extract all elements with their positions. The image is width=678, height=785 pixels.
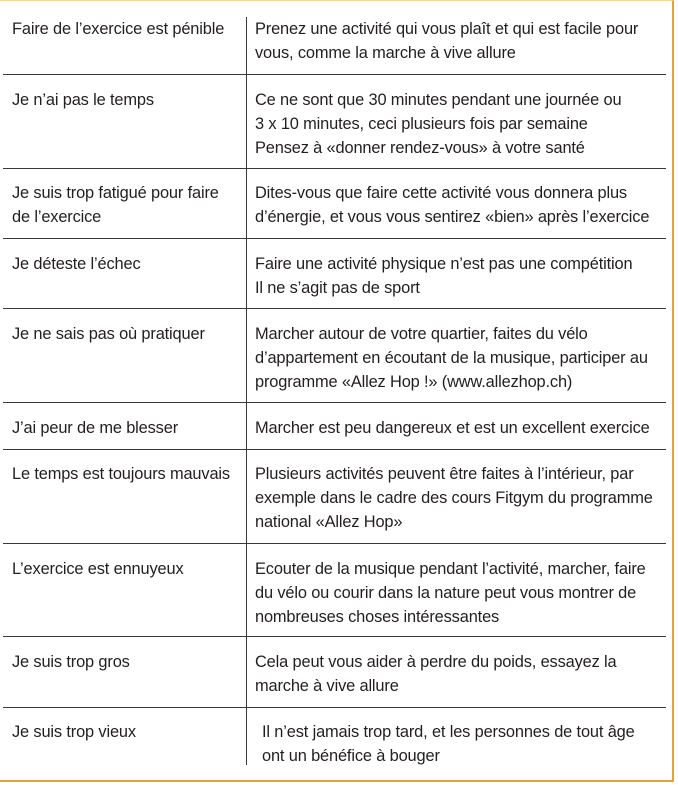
row-divider <box>3 402 666 403</box>
column-divider <box>246 17 247 765</box>
row-divider <box>3 168 666 169</box>
row-divider <box>3 707 666 708</box>
row-divider <box>3 308 666 309</box>
row-divider <box>3 636 666 637</box>
barrier-cell: Je ne sais pas où pratiquer <box>12 325 205 343</box>
response-cell: Plusieurs activités peuvent être faites à l’intérieur, par exemple dans le cadre des cours Fitgym du programme national «Allez Hop» <box>255 465 653 531</box>
barrier-cell: Je n’ai pas le temps <box>12 91 154 109</box>
barrier-cell: Je suis trop vieux <box>12 723 136 741</box>
response-cell: Marcher est peu dangereux et est un excellent exercice <box>255 419 650 437</box>
barrier-cell: Faire de l’exercice est pénible <box>12 20 225 38</box>
row-divider <box>3 449 666 450</box>
response-cell: Ce ne sont que 30 minutes pendant une journée ou 3 x 10 minutes, ceci plusieurs fois par semaine Pensez à «donner rendez-vous» à votre santé <box>255 91 622 157</box>
barrier-cell: J’ai peur de me blesser <box>12 419 179 437</box>
barrier-cell: Je déteste l’échec <box>12 255 141 273</box>
barrier-cell: Je suis trop fatigué pour faire de l’exercice <box>12 184 219 226</box>
barrier-cell: Le temps est toujours mauvais <box>12 465 230 483</box>
response-cell: Marcher autour de votre quartier, faites du vélo d’appartement en écoutant de la musique, participer au programme «Allez Hop !» (www.allezhop.ch) <box>255 325 648 391</box>
response-cell: Ecouter de la musique pendant l’activité, marcher, faire du vélo ou courir dans la nature peut vous montrer de nombreuses choses intéressantes <box>255 560 646 626</box>
response-cell: Dites-vous que faire cette activité vous donnera plus d’énergie, et vous vous sentirez «bien» après l’exercice <box>255 184 650 226</box>
response-cell: Cela peut vous aider à perdre du poids, essayez la marche à vive allure <box>255 653 617 695</box>
row-divider <box>3 74 666 75</box>
response-cell: Faire une activité physique n’est pas une compétition Il ne s’agit pas de sport <box>255 255 633 297</box>
response-cell: Prenez une activité qui vous plaît et qui est facile pour vous, comme la marche à vive allure <box>255 20 639 62</box>
barrier-cell: L’exercice est ennuyeux <box>12 560 184 578</box>
barrier-cell: Je suis trop gros <box>12 653 130 671</box>
row-divider <box>3 238 666 239</box>
row-divider <box>3 543 666 544</box>
response-cell: Il n’est jamais trop tard, et les personnes de tout âge ont un bénéfice à bouger <box>262 723 635 765</box>
